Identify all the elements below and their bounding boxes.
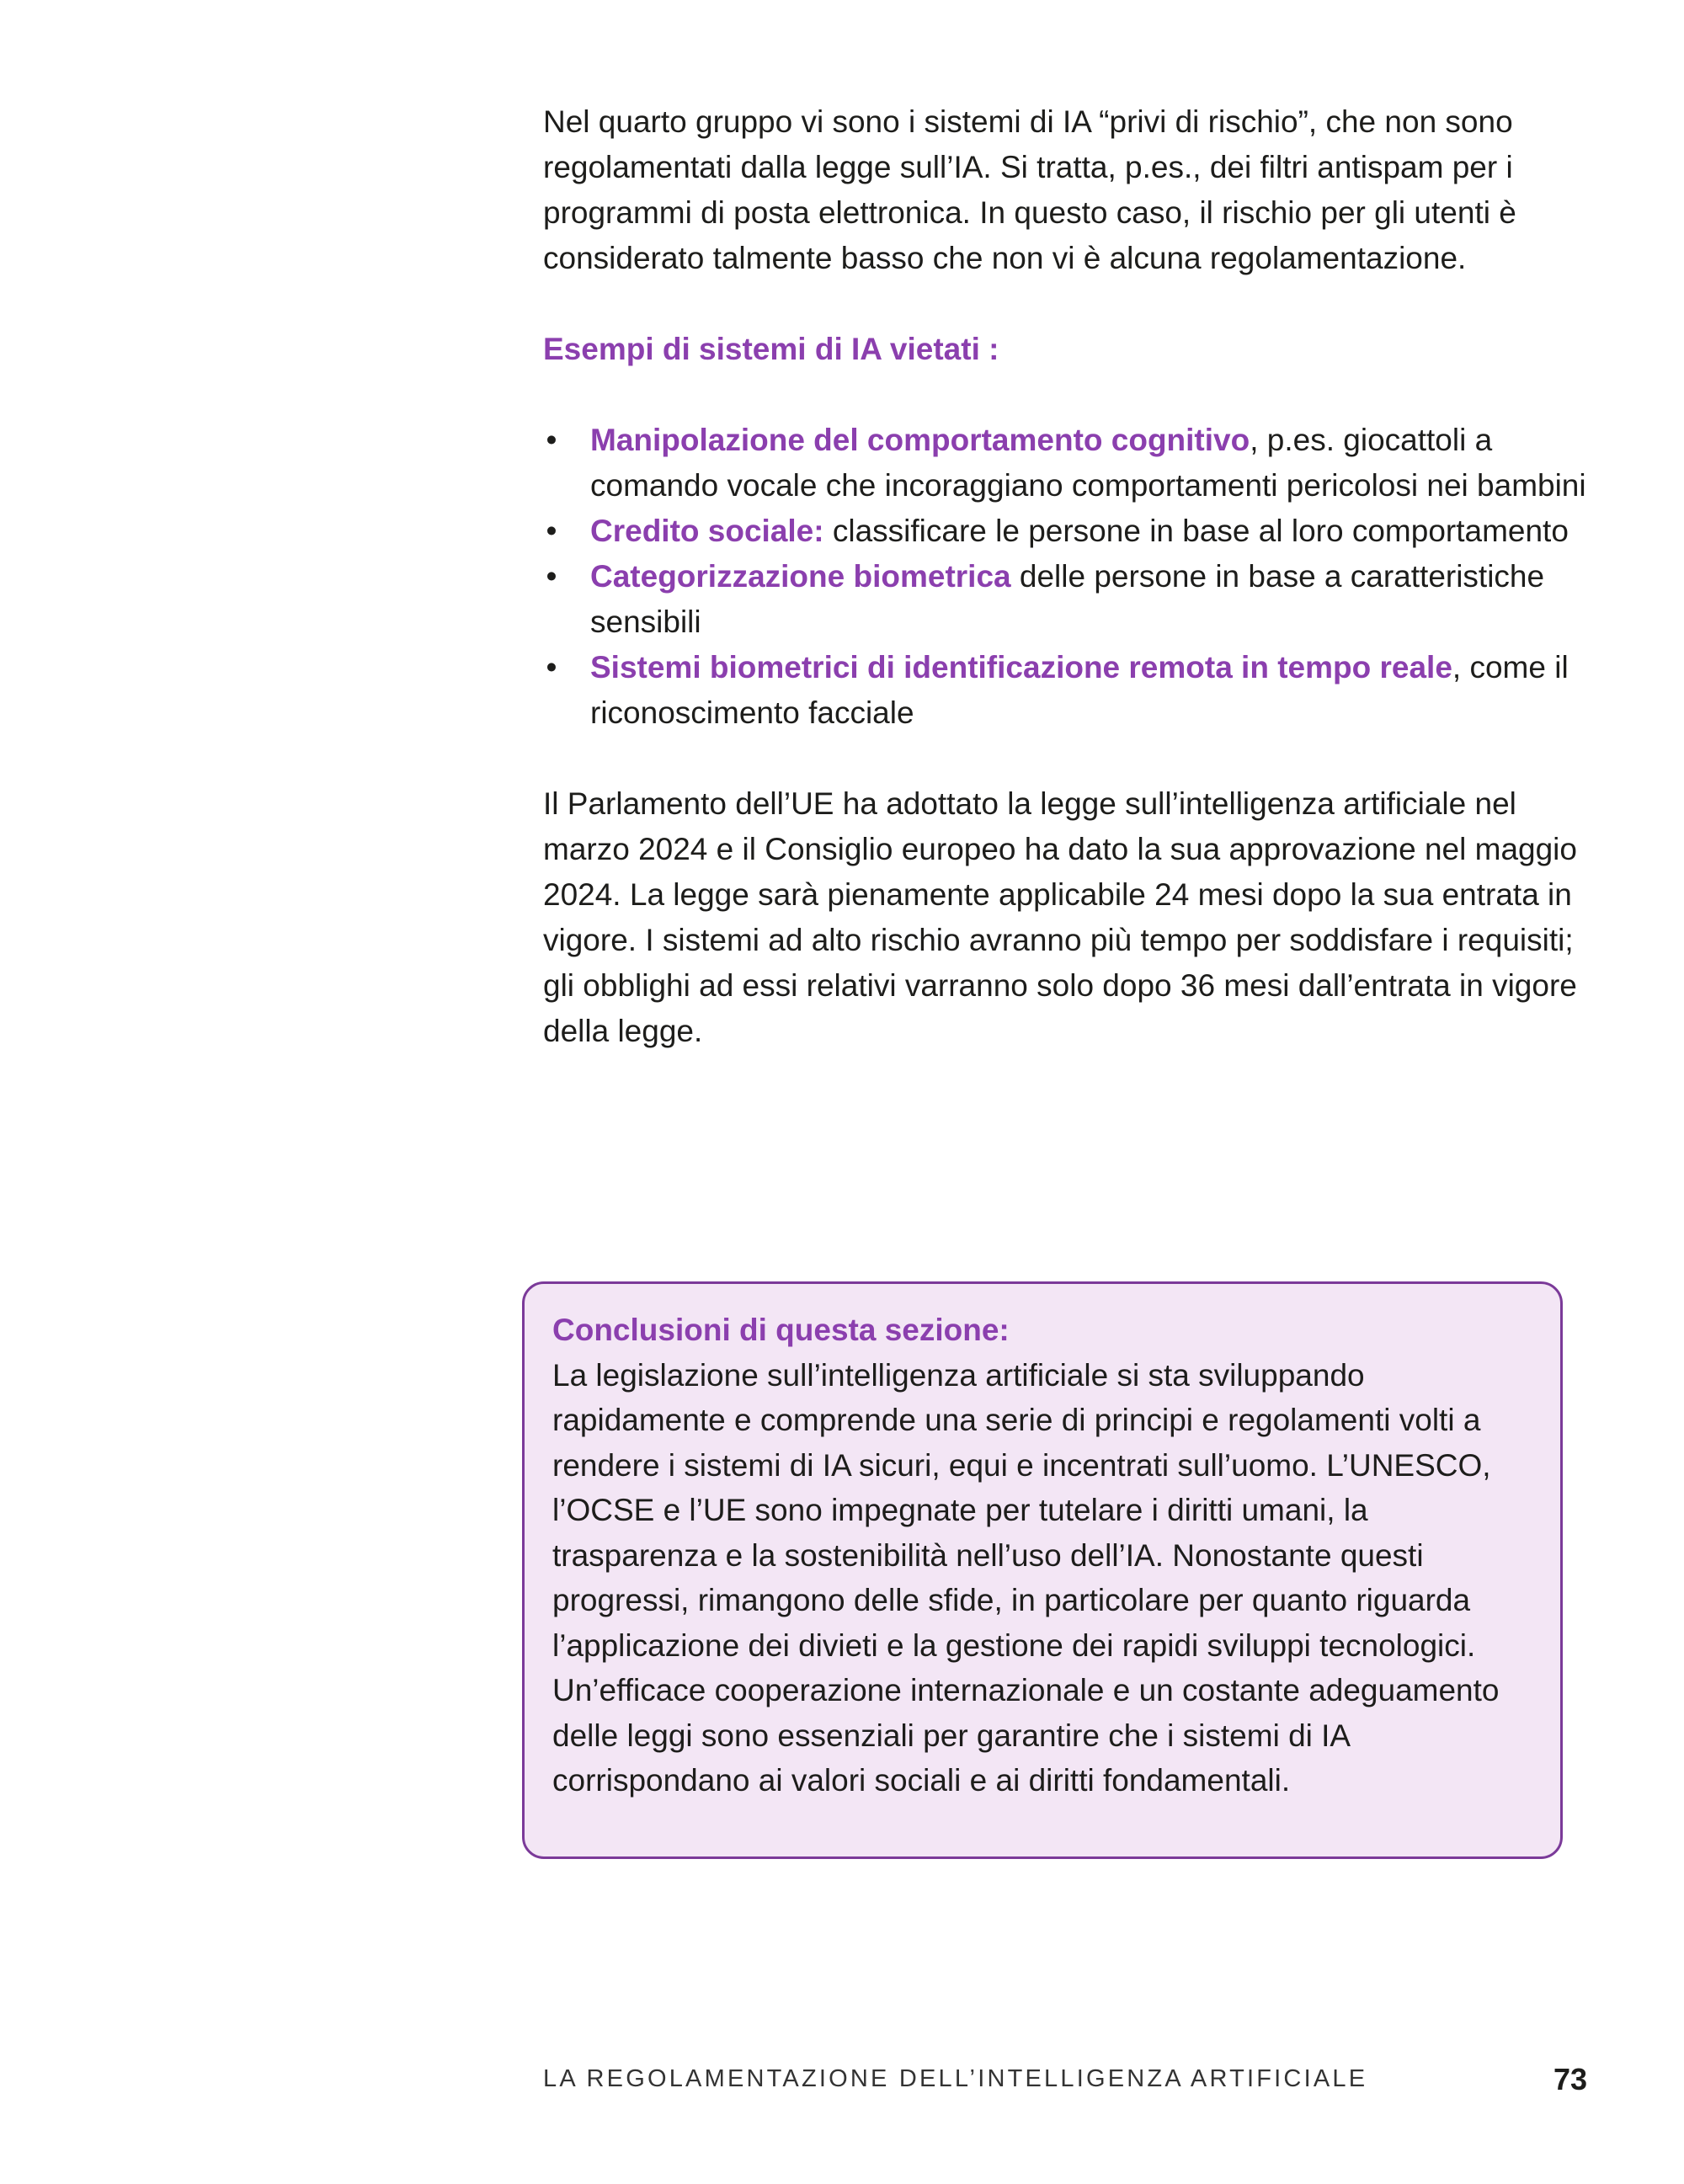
list-item [543,554,1596,645]
list-item-term: Sistemi biometrici di identificazione remota in tempo reale [590,650,1452,684]
parliament-paragraph: Il Parlamento dell’UE ha adottato la legge sull’intelligenza artificiale nel marzo 2024 e il Consiglio europeo ha dato la sua approvazione nel maggio 2024. La legge sarà pienamente applicabile 24 mesi dopo la sua entrata in vigore. I sistemi ad alto rischio avranno più tempo per soddisfare i requisiti; gli obblighi ad essi relativi varranno solo dopo 36 mesi dall’entrata in vigore della legge. [543,786,1577,1048]
list-item-term: Credito sociale: [590,514,824,548]
list-item [543,418,1596,509]
conclusion-title: Conclusioni di questa sezione: [552,1313,1010,1347]
bullet-icon: • [546,423,557,457]
list-item-text: delle persone in base a caratteristiche sensibili [590,559,1545,639]
list-item-term: Manipolazione del comportamento cognitivo [590,423,1250,457]
list-item [543,645,1596,736]
main-content [543,99,1596,1054]
bullet-icon: • [546,559,557,594]
list-item-text: , come il riconoscimento facciale [590,650,1569,730]
page-footer [543,2062,1596,2096]
list-item-term: Categorizzazione biometrica [590,559,1011,594]
running-title: LA REGOLAMENTAZIONE DELL’INTELLIGENZA ARTIFICIALE [543,2065,1368,2092]
list-item [543,509,1596,554]
intro-paragraph: Nel quarto gruppo vi sono i sistemi di IA “privi di rischio”, che non sono regolamentati dalla legge sull’IA. Si tratta, p.es., dei filtri antispam per i programmi di posta elettronica. In questo caso, il rischio per gli utenti è considerato talmente basso che non vi è alcuna regolamentazione. [543,104,1516,275]
list-item-text: classificare le persone in base al loro comportamento [823,514,1569,548]
bullet-icon: • [546,514,557,548]
examples-heading: Esempi di sistemi di IA vietati : [543,332,999,366]
conclusion-text: La legislazione sull’intelligenza artificiale si sta sviluppando rapidamente e comprende una serie di principi e regolamenti volti a rendere i sistemi di IA sicuri, equi e incentrati sull’uomo. L’UNESCO, l’OCSE e l’UE sono impegnate per tutelare i diritti umani, la trasparenza e la sostenibilità nell’uso dell’IA. Nonostante questi progressi, rimangono delle sfide, in particolare per quanto riguarda l’applicazione dei divieti e la gestione dei rapidi sviluppi tecnologici. Un’efficace cooperazione internazionale e un costante adeguamento delle leggi sono essenziali per garantire che i sistemi di IA corrispondano ai valori sociali e ai diritti fondamentali. [552,1357,1500,1798]
conclusion-box [522,1281,1563,1859]
page-number: 73 [1553,2062,1587,2096]
list-item-text: , p.es. giocattoli a comando vocale che incoraggiano comportamenti pericolosi nei bambini [590,423,1586,503]
bullet-icon: • [546,650,557,684]
examples-list [543,418,1596,736]
